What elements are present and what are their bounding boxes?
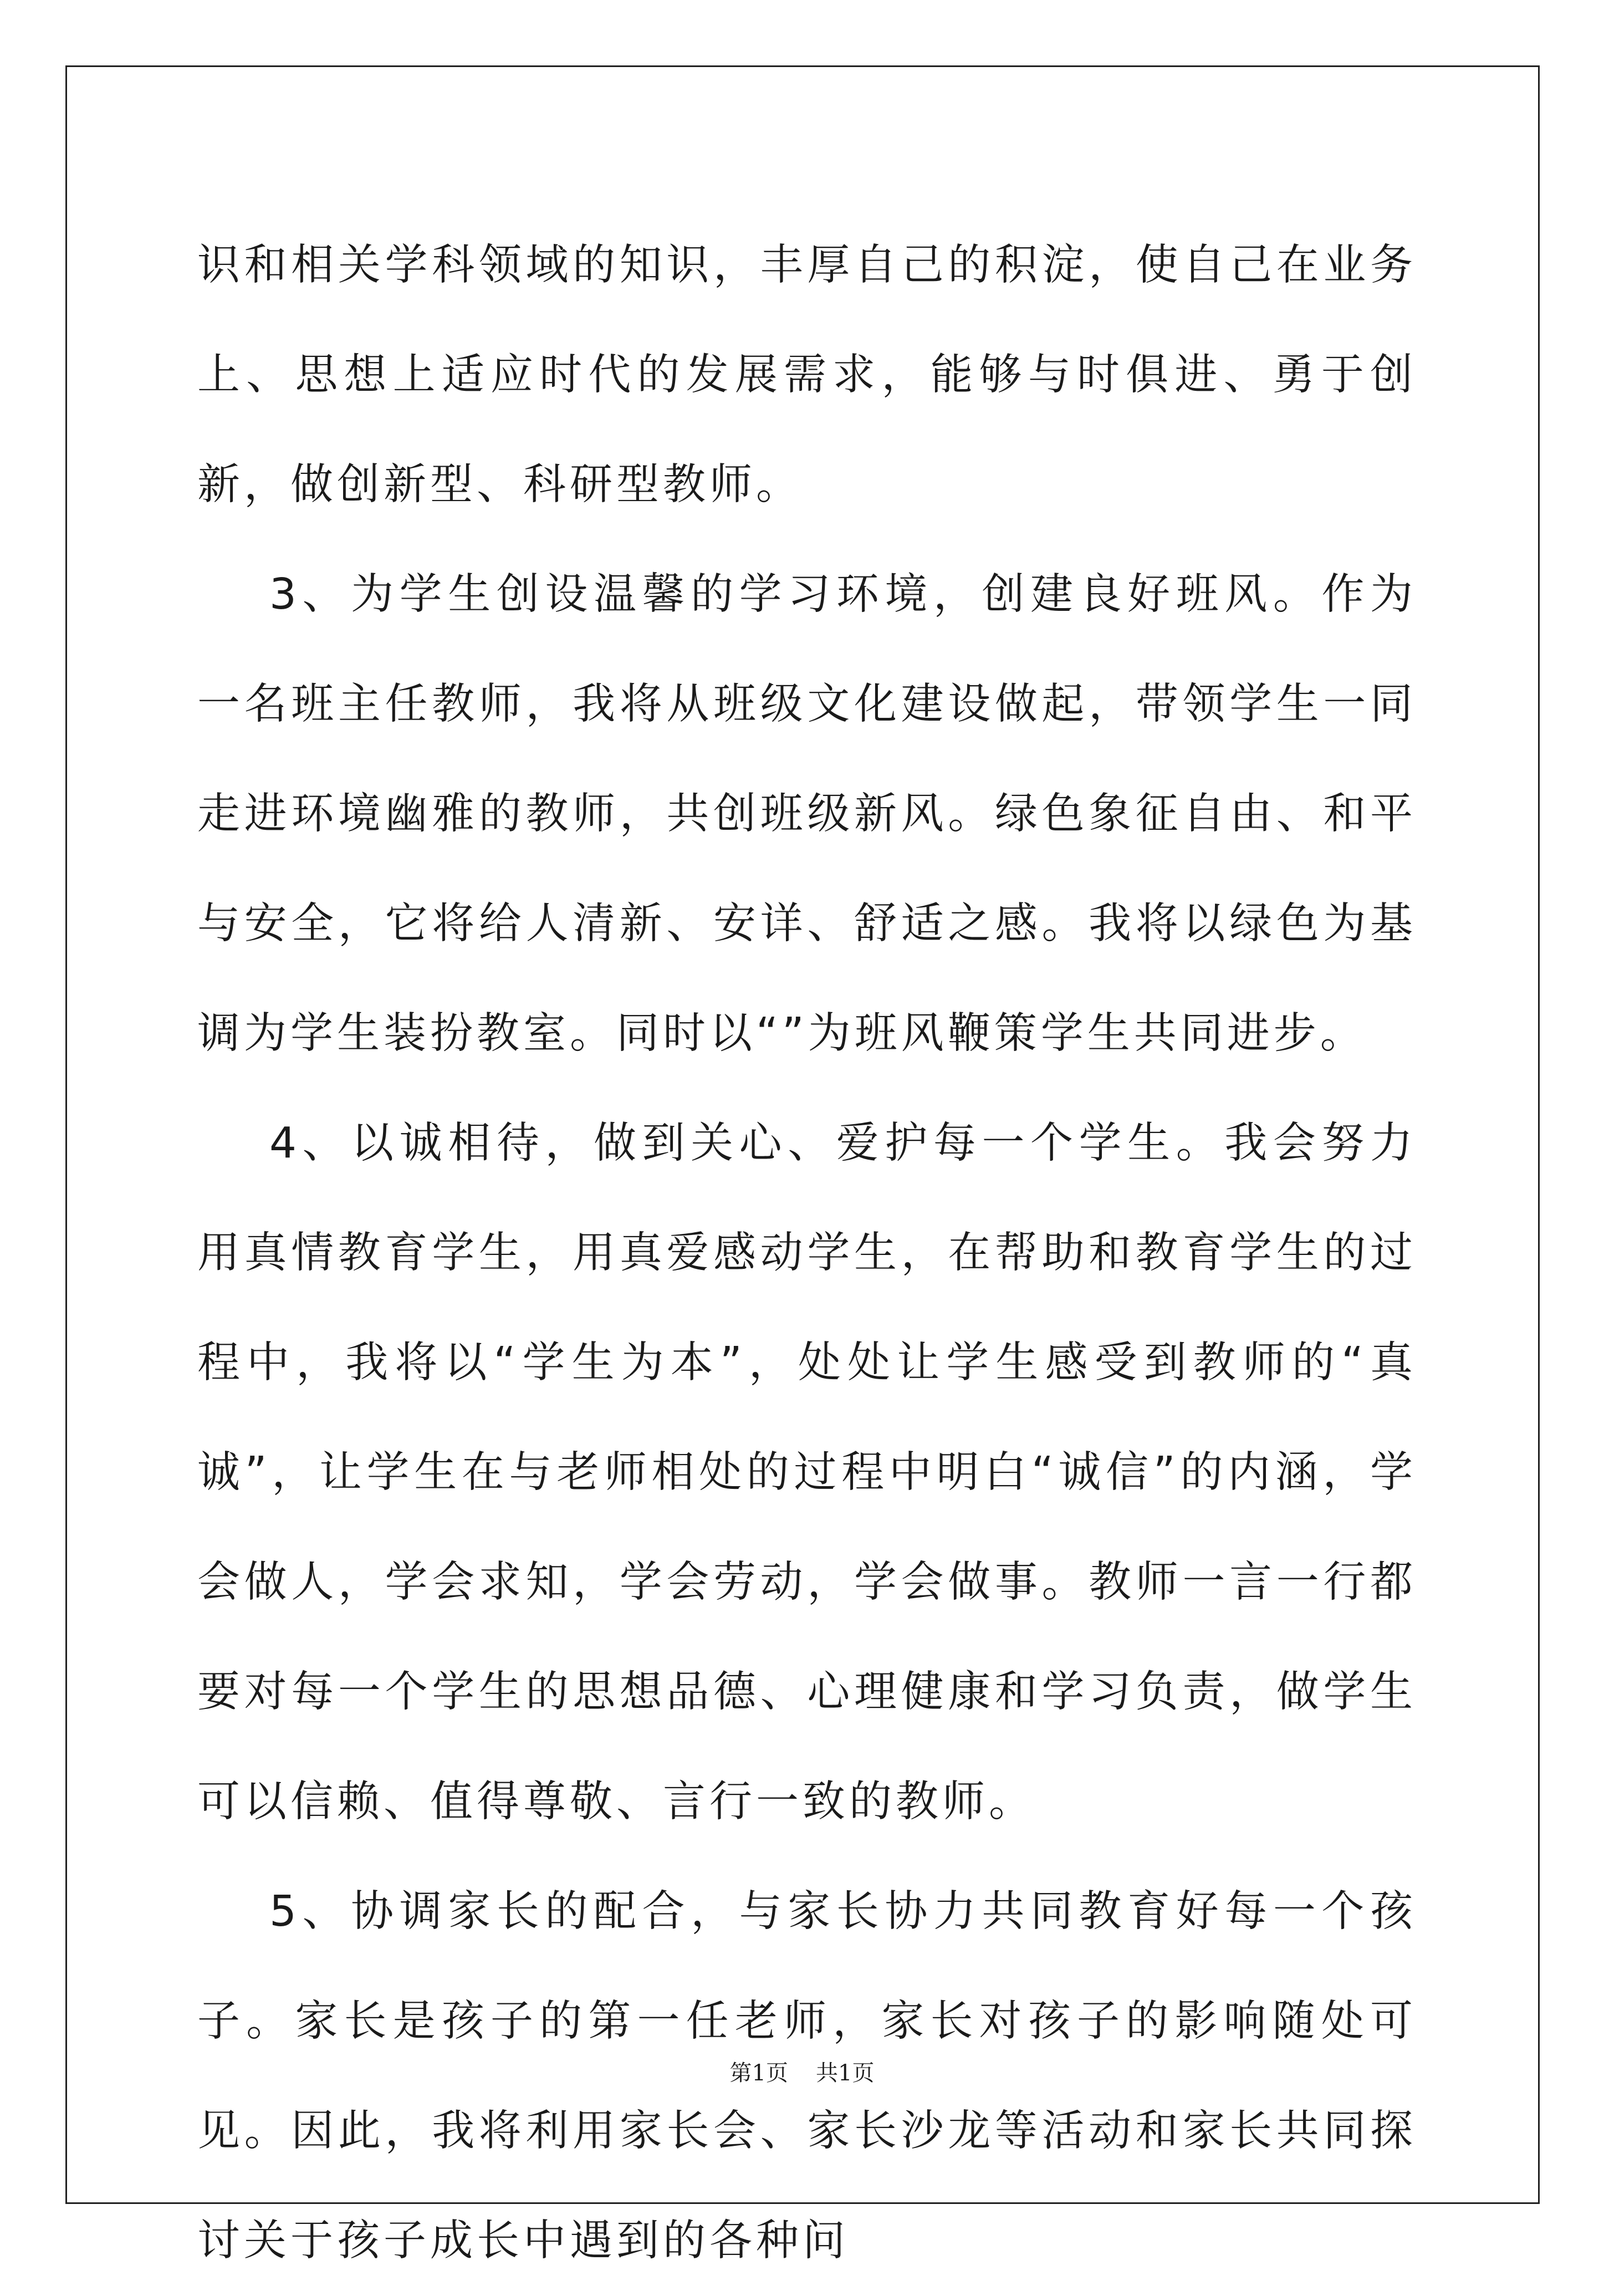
document-body [197, 211, 1417, 2296]
page-footer [0, 2059, 1604, 2087]
paragraph-item-5: 5、协调家长的配合，与家长协力共同教育好每一个孩子。家长是孩子的第一任老师，家长对孩子的影响随处可见。因此，我将利用家长会、家长沙龙等活动和家长共同探讨关于孩子成长中遇到的各种问 [197, 1887, 1417, 2266]
paragraph-item-4: 4、以诚相待，做到关心、爱护每一个学生。我会努力用真情教育学生，用真爱感动学生，在帮助和教育学生的过程中，我将以“学生为本”，处处让学生感受到教师的“真诚”，让学生在与老师相处的过程中明白“诚信”的内涵，学会做人，学会求知，学会劳动，学会做事。教师一言一行都要对每一个学生的思想品德、心理健康和学习负责，做学生可以信赖、值得尊敬、言行一致的教师。 [197, 1119, 1417, 1826]
page-total: 共1页 [816, 2060, 875, 2086]
paragraph-continuation: 识和相关学科领域的知识，丰厚自己的积淀，使自己在业务上、思想上适应时代的发展需求，能够与时俱进、勇于创新，做创新型、科研型教师。 [197, 241, 1417, 509]
paragraph-item-3: 3、为学生创设温馨的学习环境，创建良好班风。作为一名班主任教师，我将从班级文化建设做起，带领学生一同走进环境幽雅的教师，共创班级新风。绿色象征自由、和平与安全，它将给人清新、安详、舒适之感。我将以绿色为基调为学生装扮教室。同时以“”为班风鞭策学生共同进步。 [197, 570, 1417, 1058]
page-number: 第1页 [729, 2060, 788, 2086]
